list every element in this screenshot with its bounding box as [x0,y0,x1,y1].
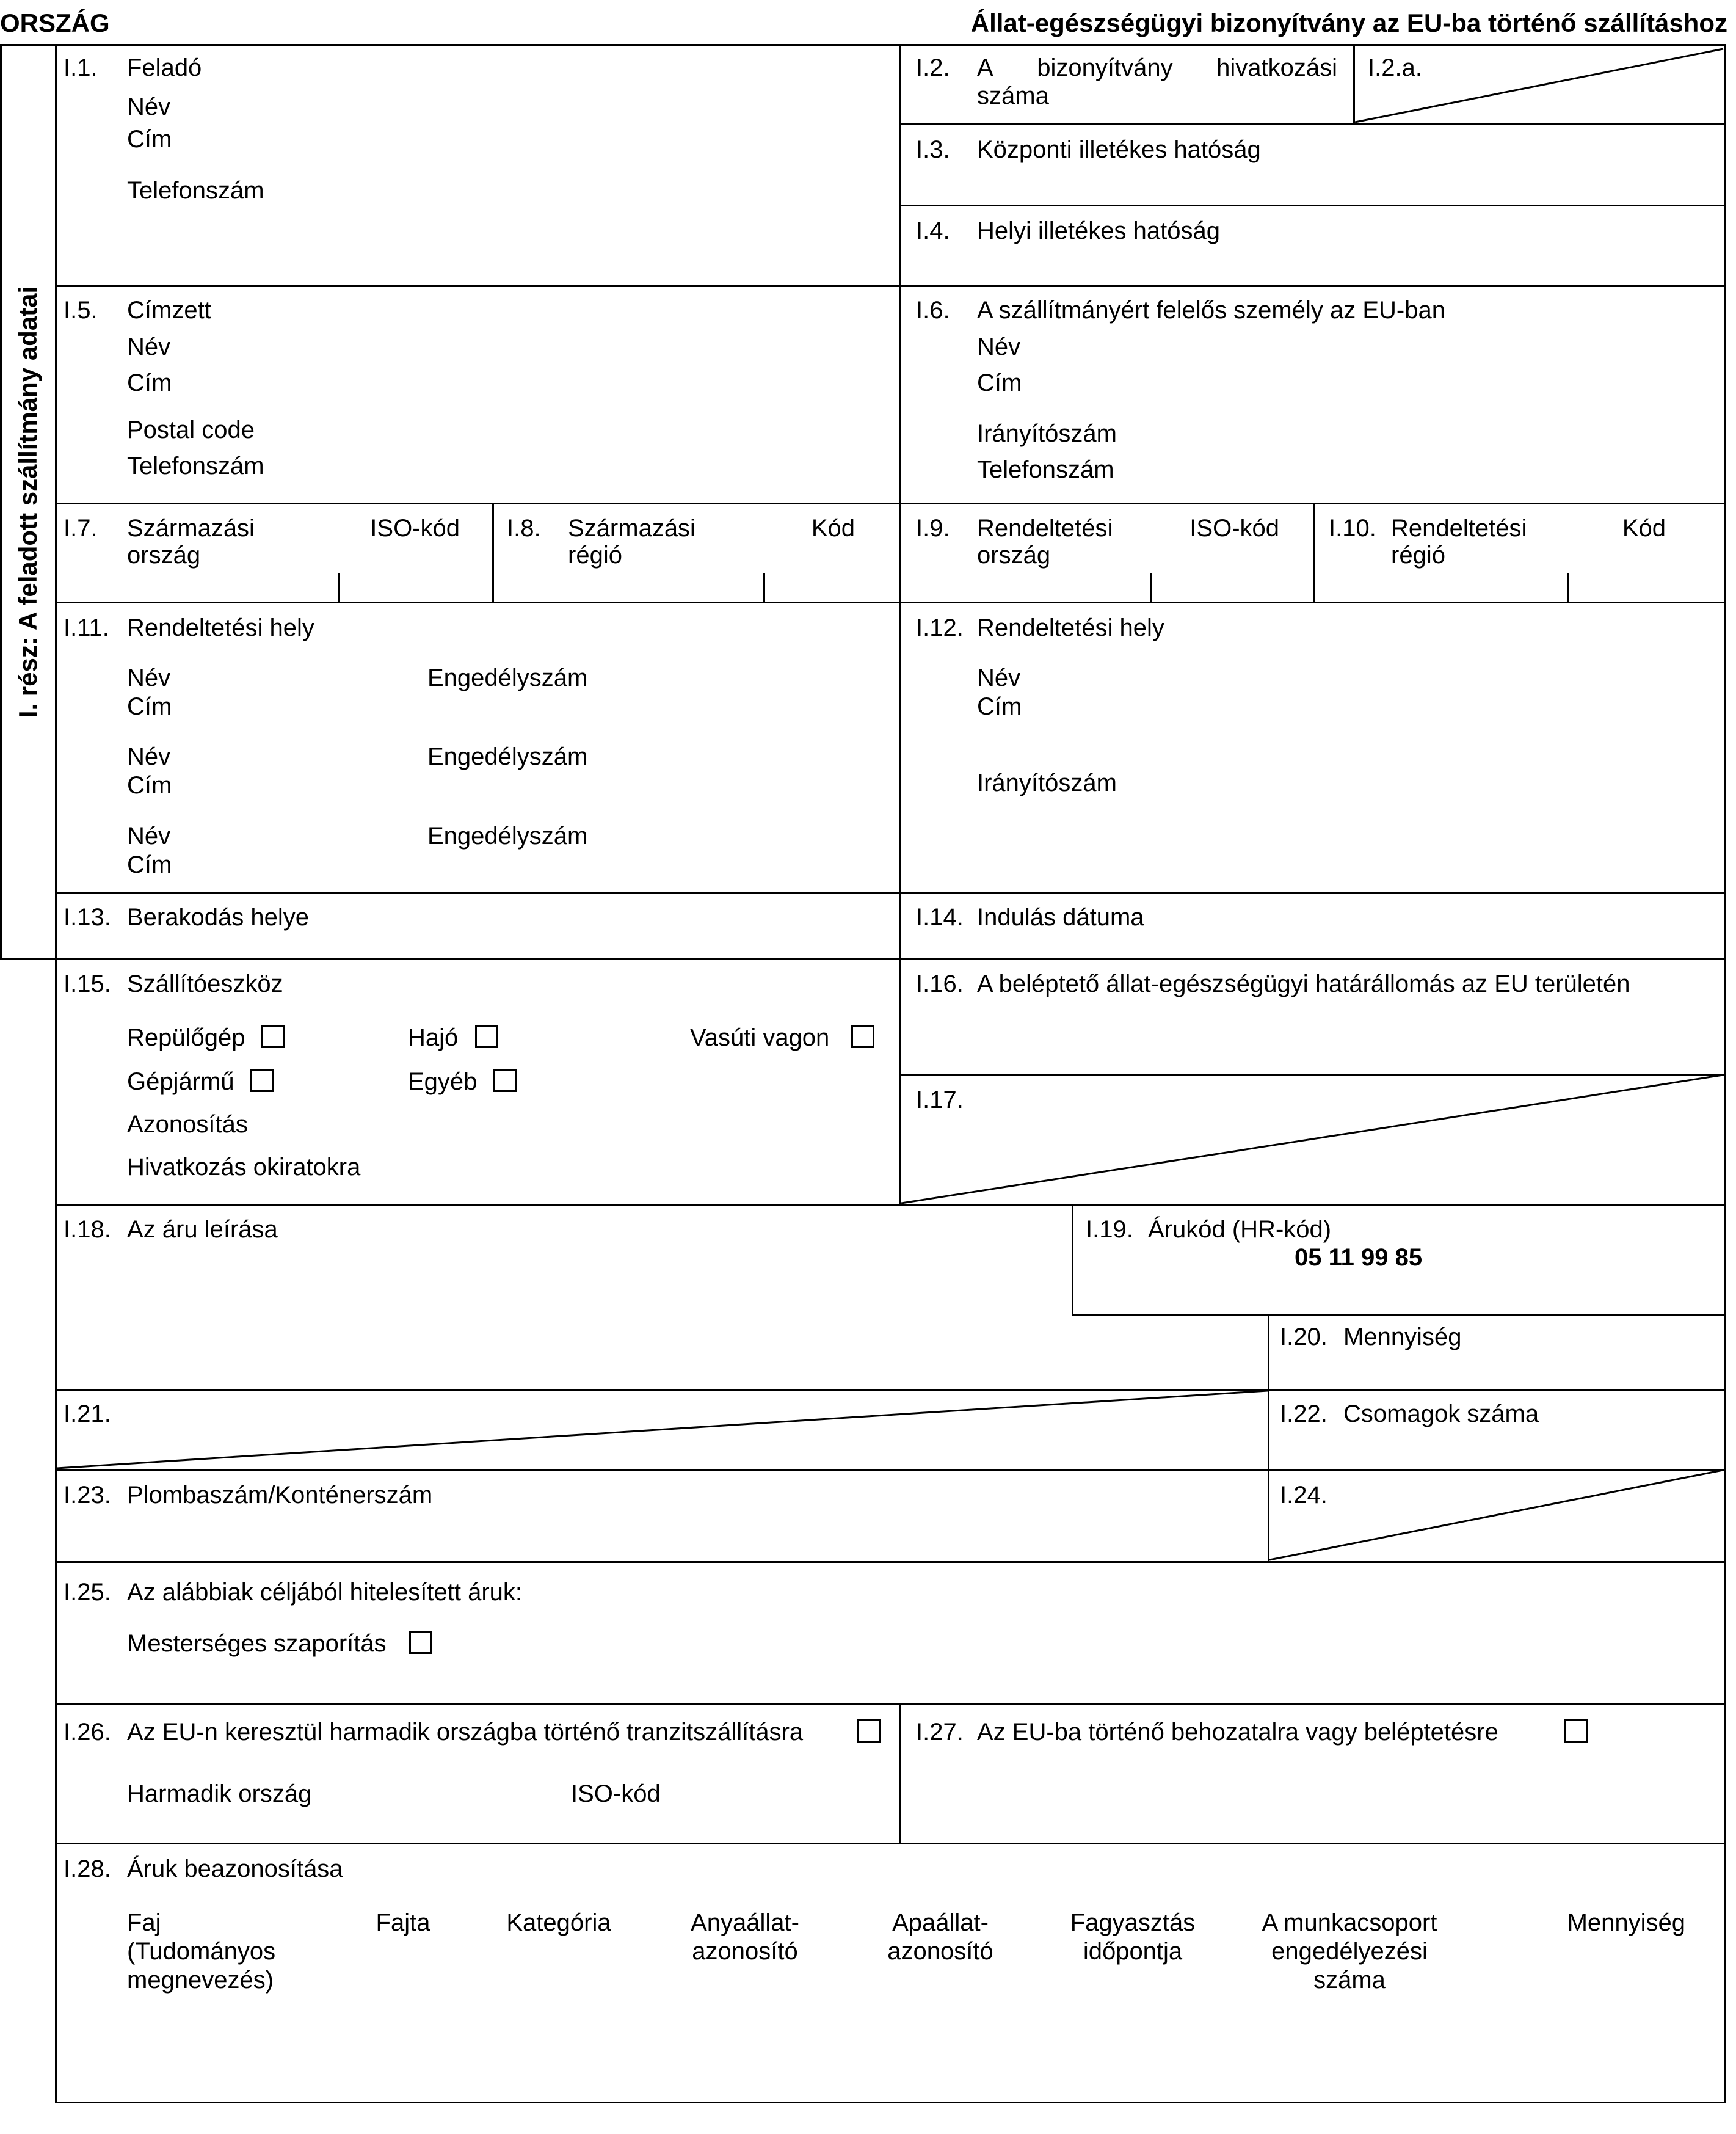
field-number: I.9. [916,515,950,542]
transport-plane-label: Repülőgép [127,1024,245,1051]
field-number: I.6. [916,297,950,324]
column-header-quantity: Mennyiség [1567,1909,1685,1936]
transport-plane-checkbox[interactable] [261,1025,285,1048]
transport-road-label: Gépjármű [127,1068,234,1095]
field-number: I.2.a. [1368,54,1422,81]
commodity-code-label: Árukód (HR-kód) [1148,1216,1332,1243]
consignee-address-label: Cím [127,370,172,396]
consignee-name-label: Név [127,333,171,360]
column-header-dam-id: Anyaállat- azonosító [691,1909,799,1965]
seal-container-label: Plombaszám/Konténerszám [127,1482,433,1509]
destination-approval-label: Engedélyszám [427,665,588,691]
sidebar-label: I. rész: A feladott szállítmány adatai [13,286,42,718]
packages-count-label: Csomagok száma [1343,1400,1539,1427]
consignee-label: Címzett [127,297,211,324]
field-number: I.13. [64,904,111,931]
field-number: I.18. [64,1216,111,1243]
field-number: I.20. [1280,1324,1327,1350]
consignee-phone-label: Telefonszám [127,453,264,479]
transport-other-label: Egyéb [408,1068,478,1095]
origin-region-label: Származási Kód [568,515,855,542]
consignor-phone-label: Telefonszám [127,177,264,204]
quantity-label: Mennyiség [1343,1324,1462,1350]
certificate-reference-label: A bizonyítvány hivatkozási [977,54,1337,81]
field-number: I.19. [1086,1216,1133,1243]
transport-ship-checkbox[interactable] [475,1025,498,1048]
field-number: I.22. [1280,1400,1327,1427]
destination2-address-label: Cím [977,693,1022,720]
goods-description-label: Az áru leírása [127,1216,278,1243]
field-number: I.17. [916,1087,964,1113]
field-number: I.4. [916,217,950,244]
consignee-postal-label: Postal code [127,417,255,443]
commodity-code-value: 05 11 99 85 [1295,1244,1423,1271]
country-label: ORSZÁG [0,9,110,37]
responsible-name-label: Név [977,333,1021,360]
certificate-reference-label-2: száma [977,82,1049,109]
destination-approval-label: Engedélyszám [427,743,588,770]
departure-date-label: Indulás dátuma [977,904,1144,931]
artificial-reproduction-checkbox[interactable] [409,1631,432,1654]
field-number: I.24. [1280,1482,1327,1509]
destination-name-label: Név [127,665,171,691]
destination-name-label: Név [127,743,171,770]
destination2-postal-label: Irányítószám [977,770,1117,796]
column-header-team-approval: A munkacsoport engedélyezési száma [1262,1909,1437,1994]
destination2-name-label: Név [977,665,1021,691]
responsible-postal-label: Irányítószám [977,420,1117,447]
place-of-loading-label: Berakodás helye [127,904,309,931]
field-number: I.25. [64,1579,111,1606]
certified-for-label: Az alábbiak céljából hitelesített áruk: [127,1579,523,1606]
origin-region-label-2: régió [568,542,622,569]
field-number: I.27. [916,1719,964,1746]
strike-line-i17 [901,1075,1723,1203]
artificial-reproduction-label: Mesterséges szaporítás [127,1630,387,1657]
field-number: I.3. [916,136,950,163]
field-number: I.12. [916,614,964,641]
transport-ship-label: Hajó [408,1024,459,1051]
field-number: I.7. [64,515,98,542]
field-number: I.1. [64,54,98,81]
transport-road-checkbox[interactable] [250,1069,274,1092]
column-header-sire-id: Apaállat- azonosító [887,1909,993,1965]
transport-label: Szállítóeszköz [127,970,283,997]
field-number: I.10. [1329,515,1376,542]
strike-line-i24 [1269,1470,1723,1560]
third-country-iso-label: ISO-kód [571,1780,661,1807]
consignor-name-label: Név [127,93,171,120]
transport-documents-label: Hivatkozás okiratokra [127,1154,361,1181]
field-number: I.2. [916,54,950,81]
destination-region-label-2: régió [1391,542,1445,569]
identification-label: Áruk beazonosítása [127,1855,343,1882]
field-number: I.23. [64,1482,111,1509]
border-post-label: A beléptető állat-egészségügyi határállomás az EU területén [977,970,1630,997]
consignor-label: Feladó [127,54,202,81]
responsible-person-label: A szállítmányért felelős személy az EU-ban [977,297,1445,324]
field-number: I.21. [64,1400,111,1427]
import-checkbox[interactable] [1564,1719,1588,1743]
local-authority-label: Helyi illetékes hatóság [977,217,1220,244]
destination-region-label: Rendeltetési Kód [1391,515,1666,542]
strike-line-i21 [57,1391,1268,1468]
transit-label: Az EU-n keresztül harmadik országba történő tranzitszállításra [127,1719,804,1746]
transit-checkbox[interactable] [857,1719,881,1743]
column-header-breed: Fajta [376,1909,430,1936]
place-of-destination-2-label: Rendeltetési hely [977,614,1164,641]
column-header-freezing-date: Fagyasztás időpontja [1070,1909,1196,1965]
place-of-destination-label: Rendeltetési hely [127,614,314,641]
destination-country-label: Rendeltetési ISO-kód [977,515,1279,542]
import-label: Az EU-ba történő behozatalra vagy beléptetésre [977,1719,1498,1746]
origin-country-label-2: ország [127,542,201,569]
transport-identification-label: Azonosítás [127,1111,248,1138]
column-header-species: Faj (Tudományos megnevezés) [127,1909,276,1994]
central-authority-label: Központi illetékes hatóság [977,136,1261,163]
field-number: I.16. [916,970,964,997]
certificate-title: Állat-egészségügyi bizonyítvány az EU-ba történő szállításhoz [970,9,1727,37]
field-number: I.14. [916,904,964,931]
destination-address-label: Cím [127,851,172,878]
field-number: I.5. [64,297,98,324]
origin-country-label: Származási ISO-kód [127,515,460,542]
destination-address-label: Cím [127,693,172,720]
destination-address-label: Cím [127,772,172,799]
transport-rail-checkbox[interactable] [851,1025,874,1048]
field-number: I.26. [64,1719,111,1746]
field-number: I.8. [507,515,541,542]
transport-other-checkbox[interactable] [493,1069,517,1092]
third-country-label: Harmadik ország [127,1780,312,1807]
transport-rail-label: Vasúti vagon [690,1024,830,1051]
column-header-category: Kategória [506,1909,611,1936]
consignor-address-label: Cím [127,126,172,153]
field-number: I.28. [64,1855,111,1882]
destination-country-label-2: ország [977,542,1051,569]
field-number: I.15. [64,970,111,997]
responsible-phone-label: Telefonszám [977,456,1114,483]
destination-approval-label: Engedélyszám [427,823,588,850]
field-number: I.11. [64,614,109,641]
destination-name-label: Név [127,823,171,850]
responsible-address-label: Cím [977,370,1022,396]
